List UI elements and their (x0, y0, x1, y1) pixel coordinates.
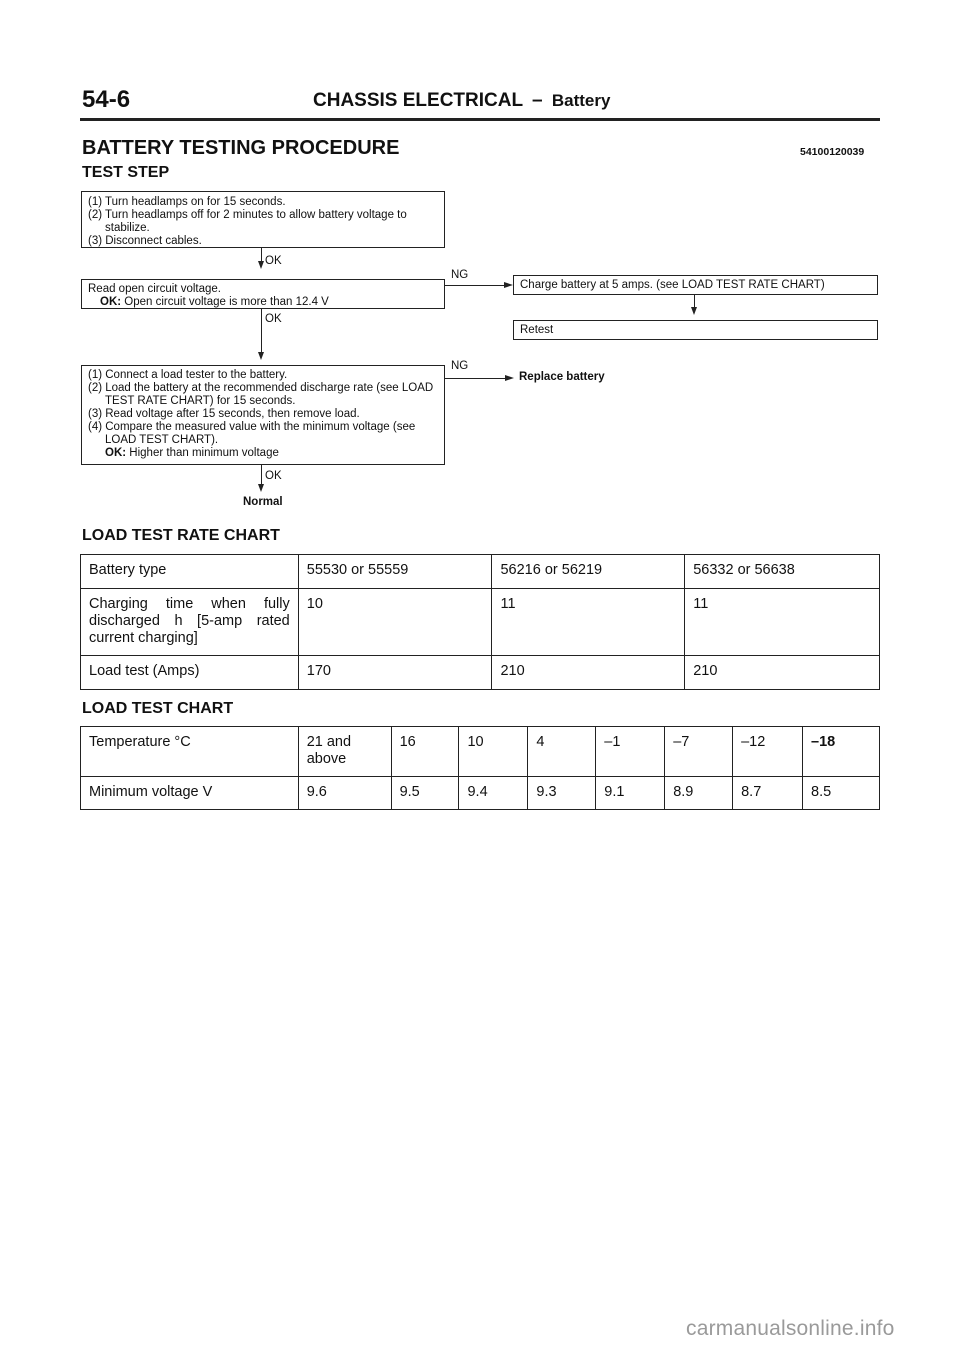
table-cell: 9.1 (596, 777, 665, 810)
replace-battery: Replace battery (519, 371, 605, 383)
rate-chart-title: LOAD TEST RATE CHART (82, 527, 280, 544)
charging-time-line1: Charging time when fully (89, 596, 290, 612)
step2-line1: Read open circuit voltage. (88, 283, 221, 295)
step2-ok-label: OK: (100, 296, 122, 308)
table-cell: –12 (733, 727, 803, 777)
table-row (81, 656, 880, 690)
charge-text: Charge battery at 5 amps. (see LOAD TEST RATE CHART) (520, 279, 825, 291)
temp-first-line2: above (306, 751, 347, 767)
section-title (313, 90, 610, 112)
arrow-3 (258, 484, 264, 492)
ng-label-1: NG (451, 269, 469, 281)
step2-box (81, 279, 445, 309)
table-row (81, 589, 880, 656)
procedure-code: 54100120039 (800, 146, 865, 158)
ok-label-1: OK (265, 255, 282, 267)
step3-line4: (4) Compare the measured value with the minimum voltage (see (88, 421, 416, 433)
table-cell: 9.5 (391, 777, 459, 810)
table-cell: –1 (596, 727, 665, 777)
table-cell (298, 727, 391, 777)
table-row (81, 727, 880, 777)
header-rule (80, 118, 880, 121)
table-cell: –18 (803, 727, 880, 777)
connector-1 (261, 248, 262, 261)
step3-box (81, 365, 445, 465)
step3-line2b: TEST RATE CHART) for 15 seconds. (105, 395, 296, 407)
step2-line2 (88, 296, 444, 309)
ng-line-1 (445, 285, 504, 286)
step3-line2: (2) Load the battery at the recommended discharge rate (see LOAD (88, 382, 434, 394)
table-cell: 56332 or 56638 (685, 555, 880, 589)
table-cell: Load test (Amps) (81, 656, 299, 690)
table-cell: 11 (685, 589, 880, 656)
retest-text: Retest (520, 324, 554, 336)
step1-line1: (1) Turn headlamps on for 15 seconds. (88, 196, 286, 208)
page-number: 54-6 (82, 86, 131, 113)
table-cell (81, 589, 299, 656)
table-cell: Battery type (81, 555, 299, 589)
step1-line2b: stabilize. (105, 222, 150, 234)
step1-box (81, 191, 445, 248)
step1-line2: (2) Turn headlamps off for 2 minutes to allow battery voltage to (88, 209, 407, 221)
table-cell: 8.7 (733, 777, 803, 810)
ok-label-2: OK (265, 313, 282, 325)
section-title-text: CHASSIS ELECTRICAL (313, 90, 523, 111)
arrow-1 (258, 261, 264, 269)
table-cell: 9.3 (528, 777, 596, 810)
table-row (81, 555, 880, 589)
charging-time-line2: discharged h [5-amp rated (89, 613, 290, 629)
load-test-rate-table (80, 554, 880, 690)
table-cell: Minimum voltage V (81, 777, 299, 810)
table-cell: 210 (492, 656, 685, 690)
charge-box (513, 275, 878, 295)
table-cell: 10 (459, 727, 528, 777)
ng-line-2 (445, 378, 505, 379)
subsection-title: Battery (551, 91, 611, 110)
step3-line4b: LOAD TEST CHART). (105, 434, 219, 446)
table-cell: 9.6 (298, 777, 391, 810)
load-test-table (80, 726, 880, 810)
step3-ok-label: OK: (105, 447, 127, 459)
charge-connector (694, 295, 695, 307)
ng-arrow-1 (504, 282, 513, 288)
table-cell: 56216 or 56219 (492, 555, 685, 589)
charging-time-line3: current charging] (89, 630, 198, 646)
arrow-2 (258, 352, 264, 360)
table-cell: 210 (685, 656, 880, 690)
retest-box (513, 320, 878, 340)
table-row (81, 777, 880, 810)
ok-label-3: OK (265, 470, 282, 482)
normal-result: Normal (243, 496, 283, 508)
table-cell: 170 (298, 656, 492, 690)
table-cell: 8.9 (665, 777, 733, 810)
table-cell: 4 (528, 727, 596, 777)
connector-2 (261, 309, 262, 352)
charge-arrow (691, 307, 697, 315)
step3-line5 (88, 447, 444, 460)
step3-line3: (3) Read voltage after 15 seconds, then remove load. (88, 408, 360, 420)
ng-label-2: NG (451, 360, 469, 372)
ng-arrow-2 (505, 375, 514, 381)
table-cell: Temperature °C (81, 727, 299, 777)
table-cell: –7 (665, 727, 733, 777)
procedure-title: BATTERY TESTING PROCEDURE (82, 137, 400, 159)
section-dash: – (532, 90, 543, 111)
step1-line3: (3) Disconnect cables. (88, 235, 202, 247)
step2-ok-text: Open circuit voltage is more than 12.4 V (124, 296, 329, 308)
table-cell: 55530 or 55559 (298, 555, 492, 589)
footer-watermark: carmanualsonline.info (686, 1317, 895, 1340)
table-cell: 16 (391, 727, 459, 777)
table-cell: 8.5 (803, 777, 880, 810)
step3-line1: (1) Connect a load tester to the battery. (88, 369, 288, 381)
table-cell: 11 (492, 589, 685, 656)
connector-3 (261, 465, 262, 484)
test-step-heading: TEST STEP (82, 164, 170, 181)
step3-ok-text: Higher than minimum voltage (129, 447, 279, 459)
load-chart-title: LOAD TEST CHART (82, 700, 234, 717)
table-cell: 10 (298, 589, 492, 656)
table-cell: 9.4 (459, 777, 528, 810)
temp-first-line1: 21 and (306, 734, 352, 750)
